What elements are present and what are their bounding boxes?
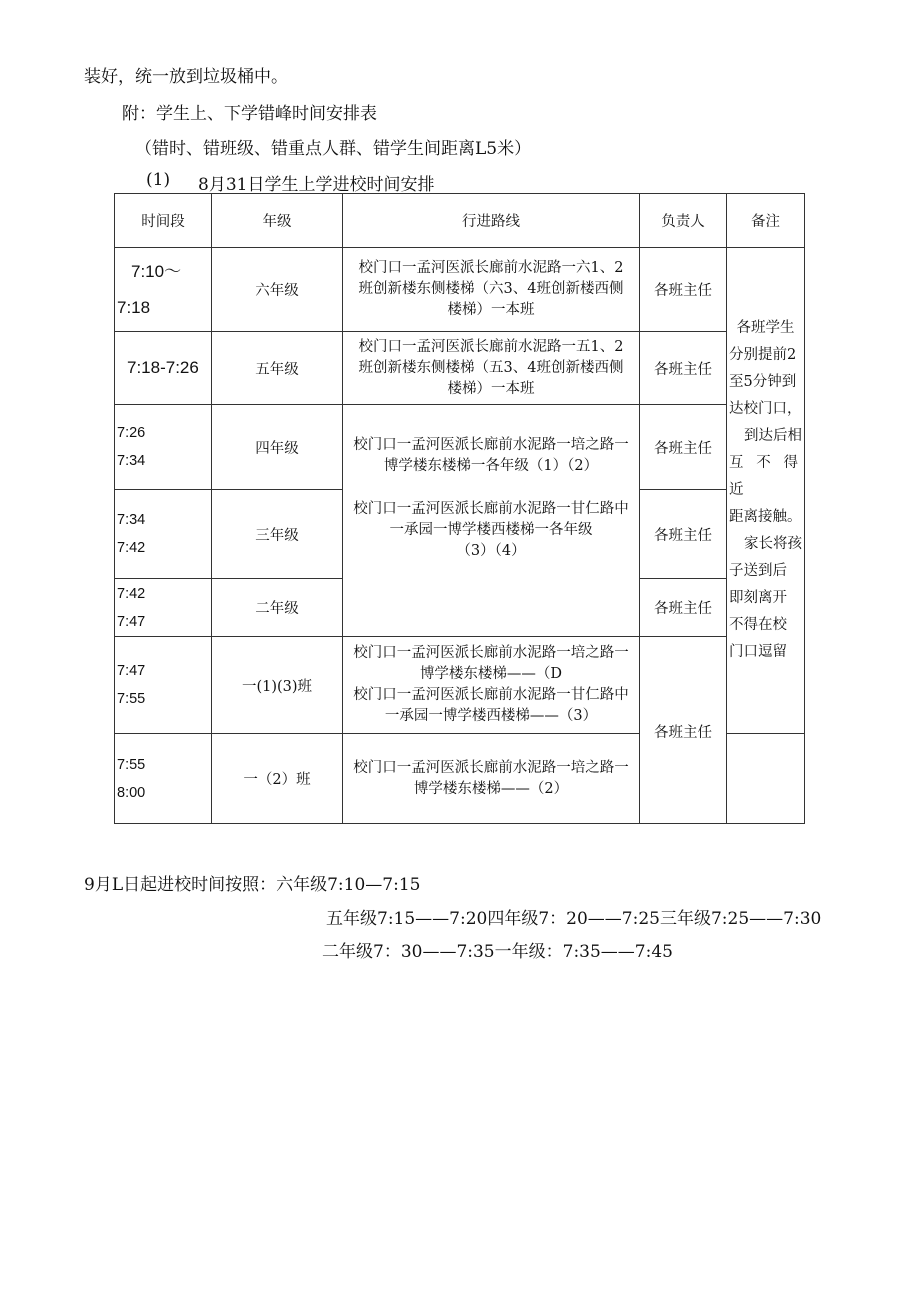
table-row: [115, 248, 805, 332]
owner-cell: 各班主任: [640, 405, 727, 490]
time-cell: 7:26 7:34: [115, 405, 212, 490]
note-cell: 各班学生 分别提前2 至5分钟到 达校门口， 到达后相 互不得近 距离接触。 家长将孩 子送到后 即刻离开 不得在校 门口逗留: [727, 248, 805, 734]
grade-cell: 四年级: [212, 405, 343, 490]
owner-cell: 各班主任: [640, 332, 727, 405]
appendix-subtitle: （错时、错班级、错重点人群、错学生间距离L5米）: [135, 139, 532, 159]
schedule-table: [114, 193, 805, 824]
grade-cell: 五年级: [212, 332, 343, 405]
time-cell: 7:34 7:42: [115, 490, 212, 579]
header-grade: 年级: [212, 194, 343, 248]
route-cell: 校门口一孟河医派长廊前水泥路一六1、2 班创新楼东侧楼梯（六3、4班创新楼西侧 楼梯）一本班: [343, 248, 640, 332]
sept-line-3: 二年级7：30——7:35一年级：7:35——7:45: [322, 942, 673, 962]
intro-line: 装好，统一放到垃圾桶中。: [84, 67, 288, 87]
empty-note-cell: [727, 734, 805, 824]
table-header-row: [115, 194, 805, 248]
owner-cell: 各班主任: [640, 490, 727, 579]
route-cell: 校门口一孟河医派长廊前水泥路一培之路一 博学楼东楼梯——（2）: [343, 734, 640, 824]
grade-cell: 三年级: [212, 490, 343, 579]
table-row: [115, 637, 805, 734]
grade-cell: 一(1)(3)班: [212, 637, 343, 734]
header-note: 备注: [727, 194, 805, 248]
time-cell: 7:47 7:55: [115, 637, 212, 734]
owner-cell: 各班主任: [640, 248, 727, 332]
route-cell: 校门口一孟河医派长廊前水泥路一培之路一 博学楼东楼梯——（D 校门口一孟河医派长廊前水泥路一甘仁路中 一承园一博学楼西楼梯——（3）: [343, 637, 640, 734]
sept-line-2: 五年级7:15——7:20四年级7：20——7:25三年级7:25——7:30: [326, 909, 822, 929]
sept-line-1: 9月L日起进校时间按照：六年级7:10—7:15: [84, 875, 421, 895]
time-cell: 7:55 8:00: [115, 734, 212, 824]
section-title: 8月31日学生上学进校时间安排: [198, 175, 435, 195]
time-cell: 7:18-7:26: [115, 332, 212, 405]
time-cell: 7:42 7:47: [115, 579, 212, 637]
route-cell: 校门口一孟河医派长廊前水泥路一五1、2 班创新楼东侧楼梯（五3、4班创新楼西侧 楼梯）一本班: [343, 332, 640, 405]
header-time: 时间段: [115, 194, 212, 248]
owner-cell: 各班主任: [640, 637, 727, 824]
time-cell: 7:10～ 7:18: [115, 248, 212, 332]
shared-route-cell: 校门口一孟河医派长廊前水泥路一培之路一 博学楼东楼梯一各年级（1）（2） 校门口一孟河医派长廊前水泥路一甘仁路中 一承园一博学楼西楼梯一各年级 （3）（4）: [343, 405, 640, 637]
table-row: [115, 405, 805, 490]
header-route: 行进路线: [343, 194, 640, 248]
grade-cell: 六年级: [212, 248, 343, 332]
grade-cell: 二年级: [212, 579, 343, 637]
grade-cell: 一（2）班: [212, 734, 343, 824]
header-owner: 负责人: [640, 194, 727, 248]
owner-cell: 各班主任: [640, 579, 727, 637]
table-row: [115, 332, 805, 405]
section-index: (1): [146, 170, 171, 190]
appendix-title: 附：学生上、下学错峰时间安排表: [122, 104, 377, 124]
